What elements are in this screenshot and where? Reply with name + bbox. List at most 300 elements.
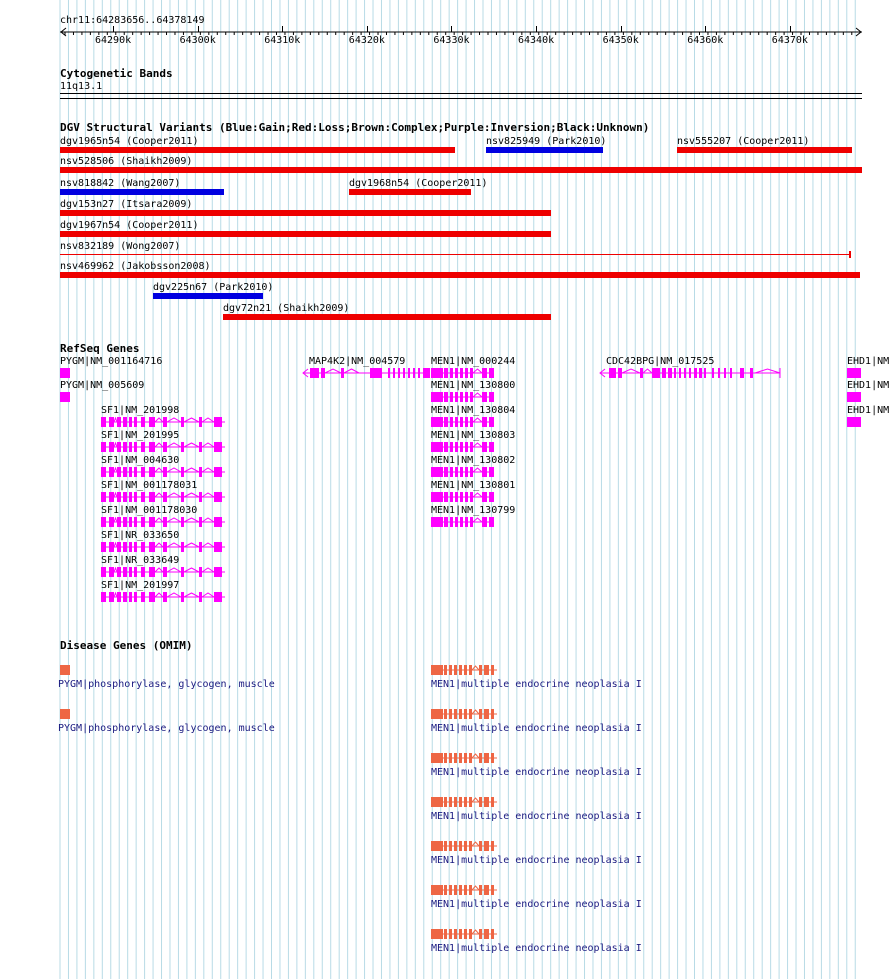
gene-label[interactable]: EHD1|NM — [847, 380, 890, 391]
gene-model-map4k2[interactable] — [298, 368, 435, 382]
exon-block — [450, 442, 453, 452]
ruler-major-tick — [790, 26, 791, 32]
intron-chevron — [472, 886, 479, 890]
gene-label[interactable]: SF1|NM_001178031 — [101, 480, 198, 491]
exon-block — [469, 753, 472, 763]
exon-block — [431, 392, 443, 402]
gene-label[interactable]: MEN1|NM_130804 — [431, 405, 516, 416]
ruler-tick-label: 64290k — [95, 35, 132, 46]
exon-block — [214, 567, 222, 577]
exon-block — [489, 392, 494, 402]
dgv-variant-bar[interactable] — [349, 189, 471, 195]
exon-block — [101, 517, 106, 527]
exon-block — [491, 797, 494, 807]
exon-block — [470, 392, 473, 402]
intron-chevron — [202, 568, 214, 572]
exon-block — [214, 442, 222, 452]
exon-block — [123, 517, 127, 527]
exon-block — [60, 709, 70, 719]
intron-chevron — [202, 493, 214, 497]
gene-label[interactable]: MAP4K2|NM_004579 — [309, 356, 406, 367]
exon-block — [449, 885, 452, 895]
intron-chevron — [114, 468, 117, 472]
exon-block — [450, 417, 453, 427]
exon-block — [482, 392, 487, 402]
dgv-variant-label[interactable]: nsv832189 (Wong2007) — [60, 241, 181, 252]
exon-block — [459, 797, 462, 807]
gene-model-men1[interactable] — [426, 492, 498, 506]
intron-chevron — [114, 443, 117, 447]
omim-disease-label[interactable]: MEN1|multiple endocrine neoplasia I — [431, 767, 642, 778]
exon-block — [489, 442, 494, 452]
omim-gene-model-men1[interactable] — [426, 665, 502, 679]
exon-block — [464, 753, 467, 763]
exon-block — [459, 885, 462, 895]
exon-block — [431, 467, 443, 477]
exon-block — [479, 929, 482, 939]
exon-block — [469, 665, 472, 675]
omim-disease-label[interactable]: MEN1|multiple endocrine neoplasia I — [431, 899, 642, 910]
exon-block — [141, 517, 145, 527]
omim-gene-model-men1[interactable] — [426, 709, 502, 723]
exon-block — [181, 542, 184, 552]
exon-block — [470, 368, 473, 378]
ruler-tick-label: 64340k — [518, 35, 555, 46]
gene-label[interactable]: SF1|NM_201995 — [101, 430, 180, 441]
exon-block — [181, 442, 184, 452]
exon-block — [199, 417, 202, 427]
exon-block — [129, 567, 132, 577]
gene-model-men1[interactable] — [426, 442, 498, 456]
exon-block — [469, 797, 472, 807]
exon-block — [388, 368, 390, 378]
omim-disease-label[interactable]: MEN1|multiple endocrine neoplasia I — [431, 723, 642, 734]
exon-block — [444, 517, 448, 527]
dgv-variant-bar[interactable] — [60, 147, 455, 153]
exon-block — [431, 929, 443, 939]
exon-block — [465, 442, 468, 452]
omim-gene-model-men1[interactable] — [426, 929, 502, 943]
intron-chevron — [167, 443, 181, 447]
intron-chevron — [114, 418, 117, 422]
exon-block — [163, 492, 167, 502]
exon-block — [684, 368, 686, 378]
gene-label[interactable]: MEN1|NM_130803 — [431, 430, 516, 441]
exon-block — [489, 517, 494, 527]
exon-block — [181, 592, 184, 602]
intron-chevron — [472, 842, 479, 846]
intron-chevron — [167, 543, 181, 547]
exon-block — [847, 368, 861, 378]
gene-label[interactable]: SF1|NM_001178030 — [101, 505, 198, 516]
exon-block — [109, 592, 114, 602]
exon-block — [134, 467, 137, 477]
exon-block — [449, 929, 452, 939]
omim-disease-label[interactable]: MEN1|multiple endocrine neoplasia I — [431, 943, 642, 954]
exon-block — [431, 753, 443, 763]
exon-block — [109, 442, 114, 452]
exon-block — [484, 797, 489, 807]
exon-block — [141, 467, 145, 477]
exon-block — [101, 567, 106, 577]
dgv-variant-bar[interactable] — [60, 210, 551, 216]
omim-gene-model-men1[interactable] — [426, 841, 502, 855]
exon-block — [482, 417, 487, 427]
gene-label[interactable]: EHD1|NM — [847, 405, 890, 416]
exon-block — [479, 753, 482, 763]
intron-chevron — [184, 593, 199, 597]
dgv-variant-label[interactable]: dgv1968n54 (Cooper2011) — [349, 178, 488, 189]
gene-model-ehd1[interactable] — [842, 392, 866, 406]
exon-block — [109, 467, 114, 477]
exon-block — [750, 368, 753, 378]
exon-block — [149, 517, 155, 527]
omim-gene-model-men1[interactable] — [426, 753, 502, 767]
intron-chevron — [114, 493, 117, 497]
cyto-band-line[interactable] — [60, 98, 862, 99]
exon-block — [455, 492, 458, 502]
ruler-major-tick — [282, 26, 283, 32]
intron-chevron — [155, 518, 163, 522]
exon-block — [459, 929, 462, 939]
exon-block — [449, 709, 452, 719]
intron-chevron — [202, 418, 214, 422]
omim-gene-model-pygm[interactable] — [55, 665, 75, 679]
gene-label[interactable]: CDC42BPG|NM_017525 — [606, 356, 715, 367]
exon-block — [469, 709, 472, 719]
omim-disease-label[interactable]: MEN1|multiple endocrine neoplasia I — [431, 855, 642, 866]
gene-label[interactable]: EHD1|NM — [847, 356, 890, 367]
dgv-track-title: DGV Structural Variants (Blue:Gain;Red:Loss;Brown:Complex;Purple:Inversion;Black:Unknown) — [60, 121, 650, 134]
exon-block — [460, 442, 463, 452]
intron-chevron — [167, 518, 181, 522]
gene-label[interactable]: SF1|NM_004630 — [101, 455, 180, 466]
dgv-variant-label[interactable]: nsv818842 (Wang2007) — [60, 178, 181, 189]
exon-block — [129, 417, 132, 427]
intron-chevron — [155, 493, 163, 497]
ruler-tick-label: 64320k — [348, 35, 385, 46]
exon-block — [413, 368, 415, 378]
intron-chevron — [622, 369, 640, 373]
dgv-variant-bar[interactable] — [60, 272, 860, 278]
intron-chevron — [472, 930, 479, 934]
exon-block — [214, 517, 222, 527]
exon-block — [123, 442, 127, 452]
exon-block — [460, 368, 463, 378]
exon-block — [482, 492, 487, 502]
exon-block — [199, 442, 202, 452]
ruler-tick-label: 64350k — [602, 35, 639, 46]
exon-block — [847, 392, 861, 402]
exon-block — [444, 709, 447, 719]
exon-block — [134, 517, 137, 527]
exon-block — [454, 797, 457, 807]
dgv-variant-bar[interactable] — [153, 293, 263, 299]
gene-model-men1[interactable] — [426, 467, 498, 481]
exon-block — [117, 417, 121, 427]
exon-block — [141, 592, 145, 602]
exon-block — [464, 709, 467, 719]
exon-block — [117, 542, 121, 552]
exon-block — [724, 368, 726, 378]
exon-block — [199, 542, 202, 552]
intron-chevron — [473, 393, 482, 397]
exon-block — [465, 467, 468, 477]
intron-chevron — [473, 518, 482, 522]
dgv-variant-label[interactable]: dgv1967n54 (Cooper2011) — [60, 220, 199, 231]
gene-label[interactable]: SF1|NR_033650 — [101, 530, 180, 541]
exon-block — [465, 368, 468, 378]
exon-block — [455, 392, 458, 402]
exon-block — [134, 492, 137, 502]
omim-gene-model-pygm[interactable] — [55, 709, 75, 723]
exon-block — [431, 368, 443, 378]
exon-block — [618, 368, 622, 378]
exon-block — [464, 885, 467, 895]
gene-label[interactable]: SF1|NM_201997 — [101, 580, 180, 591]
exon-block — [431, 797, 443, 807]
exon-block — [444, 929, 447, 939]
exon-block — [455, 517, 458, 527]
ruler-major-tick — [113, 26, 114, 32]
gene-model-men1[interactable] — [426, 392, 498, 406]
intron-chevron — [155, 593, 163, 597]
exon-block — [689, 368, 691, 378]
omim-gene-model-men1[interactable] — [426, 885, 502, 899]
exon-block — [464, 665, 467, 675]
exon-block — [199, 517, 202, 527]
exon-block — [469, 885, 472, 895]
omim-disease-label[interactable]: MEN1|multiple endocrine neoplasia I — [431, 679, 642, 690]
exon-block — [117, 517, 121, 527]
intron-chevron — [202, 543, 214, 547]
exon-block — [489, 417, 494, 427]
exon-block — [444, 392, 448, 402]
exon-block — [199, 467, 202, 477]
dgv-variant-label[interactable]: dgv1965n54 (Cooper2011) — [60, 136, 199, 147]
exon-block — [454, 665, 457, 675]
gene-label[interactable]: SF1|NM_201998 — [101, 405, 180, 416]
gene-label[interactable]: MEN1|NM_130799 — [431, 505, 516, 516]
intron-chevron — [643, 369, 652, 373]
exon-block — [718, 368, 720, 378]
exon-block — [431, 885, 443, 895]
exon-block — [699, 368, 702, 378]
exon-block — [847, 417, 861, 427]
intron-chevron — [155, 443, 163, 447]
exon-block — [491, 709, 494, 719]
dgv-variant-label[interactable]: nsv469962 (Jakobsson2008) — [60, 261, 211, 272]
gene-model-sf1[interactable] — [96, 592, 230, 606]
exon-block — [459, 709, 462, 719]
exon-block — [117, 467, 121, 477]
exon-block — [431, 417, 443, 427]
gene-label[interactable]: MEN1|NM_000244 — [431, 356, 516, 367]
exon-block — [470, 517, 473, 527]
exon-block — [101, 467, 106, 477]
exon-block — [479, 841, 482, 851]
dgv-variant-bar[interactable] — [60, 189, 224, 195]
gene-model-sf1[interactable] — [96, 492, 230, 506]
exon-block — [479, 665, 482, 675]
intron-chevron — [114, 568, 117, 572]
exon-block — [117, 592, 121, 602]
exon-block — [652, 368, 660, 378]
gene-label[interactable]: MEN1|NM_130802 — [431, 455, 516, 466]
intron-chevron — [473, 369, 482, 373]
intron-chevron — [472, 798, 479, 802]
exon-block — [123, 417, 127, 427]
exon-block — [444, 368, 448, 378]
exon-block — [491, 885, 494, 895]
exon-block — [454, 929, 457, 939]
exon-block — [470, 492, 473, 502]
gene-model-sf1[interactable] — [96, 567, 230, 581]
ruler-major-tick — [198, 26, 199, 32]
dgv-variant-label[interactable]: nsv825949 (Park2010) — [486, 136, 607, 147]
gene-model-sf1[interactable] — [96, 417, 230, 431]
exon-block — [482, 442, 487, 452]
exon-block — [60, 665, 70, 675]
dgv-variant-label[interactable]: nsv555207 (Cooper2011) — [677, 136, 810, 147]
exon-block — [60, 392, 70, 402]
dgv-variant-label[interactable]: dgv225n67 (Park2010) — [153, 282, 274, 293]
exon-block — [470, 467, 473, 477]
intron-chevron — [184, 418, 199, 422]
exon-block — [134, 567, 137, 577]
dgv-variant-bar[interactable] — [60, 167, 862, 173]
exon-block — [431, 517, 443, 527]
exon-block — [109, 492, 114, 502]
exon-block — [141, 542, 145, 552]
gene-model-pygm[interactable] — [55, 392, 77, 406]
exon-block — [484, 709, 489, 719]
ruler-major-tick — [705, 26, 706, 32]
gene-model-ehd1[interactable] — [842, 417, 866, 431]
intron-chevron — [184, 468, 199, 472]
ruler-tick-label: 64300k — [179, 35, 216, 46]
exon-block — [181, 567, 184, 577]
dgv-variant-label[interactable]: dgv72n21 (Shaikh2009) — [223, 303, 350, 314]
gene-label[interactable]: MEN1|NM_130800 — [431, 380, 516, 391]
exon-block — [674, 368, 676, 378]
intron-chevron — [325, 369, 341, 373]
intron-chevron — [472, 754, 479, 758]
refseq-track-title: RefSeq Genes — [60, 342, 140, 355]
dgv-variant-bar[interactable] — [60, 254, 850, 255]
exon-block — [141, 417, 145, 427]
exon-block — [470, 417, 473, 427]
exon-block — [465, 417, 468, 427]
exon-block — [199, 567, 202, 577]
dgv-variant-bar[interactable] — [677, 147, 852, 153]
exon-block — [455, 417, 458, 427]
intron-chevron — [155, 468, 163, 472]
exon-block — [163, 517, 167, 527]
exon-block — [491, 929, 494, 939]
intron-chevron — [202, 443, 214, 447]
intron-chevron — [473, 443, 482, 447]
dgv-variant-bar[interactable] — [486, 147, 603, 153]
cyto-track-title: Cytogenetic Bands — [60, 67, 173, 80]
gene-label[interactable]: SF1|NR_033649 — [101, 555, 180, 566]
gene-label[interactable]: PYGM|NM_001164716 — [60, 356, 163, 367]
cyto-band-line[interactable] — [60, 93, 862, 94]
exon-block — [694, 368, 697, 378]
exon-block — [129, 492, 132, 502]
gene-model-men1[interactable] — [426, 517, 498, 531]
exon-block — [403, 368, 405, 378]
exon-block — [444, 417, 448, 427]
gene-model-sf1[interactable] — [96, 542, 230, 556]
ruler-tick-label: 64370k — [771, 35, 808, 46]
exon-block — [408, 368, 410, 378]
intron-chevron — [155, 543, 163, 547]
exon-block — [484, 885, 489, 895]
omim-disease-label[interactable]: MEN1|multiple endocrine neoplasia I — [431, 811, 642, 822]
omim-disease-label[interactable]: PYGM|phosphorylase, glycogen, muscle — [58, 679, 275, 690]
gene-model-cdc42bpg[interactable] — [595, 368, 785, 382]
dgv-variant-bar[interactable] — [60, 231, 551, 237]
gene-label[interactable]: PYGM|NM_005609 — [60, 380, 145, 391]
exon-block — [163, 542, 167, 552]
gene-model-sf1[interactable] — [96, 442, 230, 456]
exon-block — [149, 542, 155, 552]
intron-chevron — [472, 666, 479, 670]
exon-block — [129, 467, 132, 477]
exon-block — [444, 797, 447, 807]
exon-block — [123, 567, 127, 577]
exon-block — [129, 442, 132, 452]
dgv-variant-label[interactable]: dgv153n27 (Itsara2009) — [60, 199, 193, 210]
intron-chevron — [202, 518, 214, 522]
exon-block — [370, 368, 382, 378]
omim-gene-model-men1[interactable] — [426, 797, 502, 811]
intron-chevron — [473, 493, 482, 497]
intron-chevron — [114, 593, 117, 597]
ruler-tick-label: 64310k — [264, 35, 301, 46]
intron-chevron — [167, 568, 181, 572]
omim-disease-label[interactable]: PYGM|phosphorylase, glycogen, muscle — [58, 723, 275, 734]
intron-chevron — [202, 593, 214, 597]
exon-block — [149, 417, 155, 427]
gene-label[interactable]: MEN1|NM_130801 — [431, 480, 516, 491]
ruler-major-tick — [451, 26, 452, 32]
exon-block — [450, 517, 453, 527]
exon-block — [484, 665, 489, 675]
intron-chevron — [155, 568, 163, 572]
exon-block — [449, 797, 452, 807]
exon-block — [101, 492, 106, 502]
intron-chevron — [184, 493, 199, 497]
gene-model-sf1[interactable] — [96, 467, 230, 481]
dgv-variant-label[interactable]: nsv528506 (Shaikh2009) — [60, 156, 193, 167]
exon-block — [134, 592, 137, 602]
exon-block — [109, 567, 114, 577]
gene-model-sf1[interactable] — [96, 517, 230, 531]
exon-block — [117, 567, 121, 577]
exon-block — [469, 841, 472, 851]
gene-model-men1[interactable] — [426, 417, 498, 431]
exon-block — [149, 467, 155, 477]
exon-block — [134, 442, 137, 452]
exon-block — [469, 929, 472, 939]
intron-chevron — [167, 593, 181, 597]
dgv-variant-bar[interactable] — [223, 314, 551, 320]
exon-block — [129, 517, 132, 527]
exon-block — [341, 368, 344, 378]
exon-block — [134, 542, 137, 552]
